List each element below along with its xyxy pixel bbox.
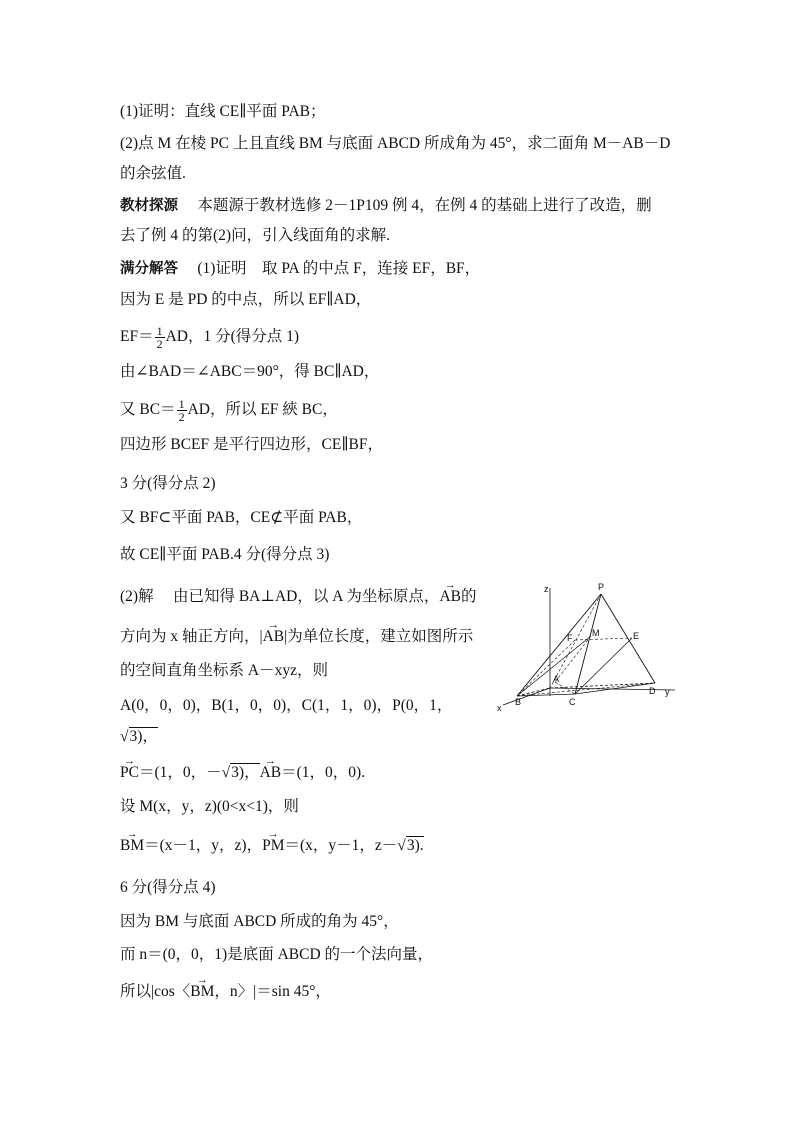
source-paragraph: 教材探源 本题源于教材选修 2－1P109 例 4，在例 4 的基础上进行了改造，删 bbox=[120, 197, 652, 214]
label-c: C bbox=[569, 697, 576, 707]
solution-heading: 满分解答 bbox=[120, 261, 178, 277]
label-m: M bbox=[592, 628, 600, 638]
vector-pc: → PC bbox=[120, 763, 139, 783]
label-p: P bbox=[598, 582, 605, 592]
cos-line: 所以|cos〈→ BM，n〉|＝sin 45°， bbox=[120, 982, 331, 1002]
label-b: B bbox=[515, 697, 522, 707]
label-e: E bbox=[633, 631, 640, 641]
label-z: z bbox=[544, 584, 549, 594]
part2-line-1: (2)解 由已知得 BA⊥AD，以 A 为坐标原点，→ AB的 bbox=[120, 587, 477, 607]
set-m-line: 设 M(x，y，z)(0<x<1)，则 bbox=[120, 798, 299, 815]
vector-ab: → AB bbox=[439, 587, 461, 607]
fraction-half: $\frac{1}{2}$ bbox=[156, 324, 163, 351]
question-part2-cont: 的余弦值. bbox=[120, 165, 186, 182]
label-d: D bbox=[649, 686, 656, 696]
normal-vector-line: 而 n＝(0，0，1)是底面 ABCD 的一个法向量， bbox=[120, 946, 434, 963]
vector-bm: → BM bbox=[190, 982, 214, 1002]
vector-pm: → PM bbox=[262, 836, 284, 856]
coordinates-line-cont: √3)， bbox=[120, 728, 158, 745]
part2-line-2: 方向为 x 轴正方向，|→ AB|为单位长度，建立如图所示 bbox=[120, 627, 473, 647]
score-point-2: 3 分(得分点 2) bbox=[120, 475, 216, 492]
label-y: y bbox=[665, 687, 670, 697]
vector-ab: → AB bbox=[260, 763, 282, 783]
solution-line-2: 因为 E 是 PD 的中点，所以 EF∥AD， bbox=[120, 291, 372, 308]
vector-ab: → AB bbox=[263, 627, 285, 647]
solution-start: 满分解答 (1)证明 取 PA 的中点 F，连接 EF，BF， bbox=[120, 260, 481, 277]
source-paragraph-cont: 去了例 4 的第(2)问，引入线面角的求解. bbox=[120, 227, 390, 244]
angle-line: 因为 BM 与底面 ABCD 所成的角为 45°， bbox=[120, 913, 399, 930]
label-f: F bbox=[567, 633, 573, 643]
label-a: A bbox=[553, 674, 560, 684]
label-x: x bbox=[497, 703, 502, 713]
coordinates-line: A(0，0，0)，B(1，0，0)，C(1，1，0)，P(0，1， bbox=[120, 697, 453, 714]
question-part2: (2)点 M 在棱 PC 上且直线 BM 与底面 ABCD 所成角为 45°，求二面角 M－AB－D bbox=[120, 135, 671, 152]
question-part1: (1)证明：直线 CE∥平面 PAB； bbox=[120, 103, 326, 120]
solution-line-6: 四边形 BCEF 是平行四边形，CE∥BF， bbox=[120, 436, 383, 453]
solution-line-7: 又 BF⊂平面 PAB，CE⊄平面 PAB， bbox=[120, 509, 363, 526]
bm-pm-line: → BM＝(x－1，y，z)，→ PM＝(x，y－1，z－√3). bbox=[120, 836, 424, 856]
source-heading: 教材探源 bbox=[120, 198, 178, 214]
solution-line-5: 又 BC＝ $\frac{1}{2}$ AD，所以 EF 綊 BC， bbox=[120, 397, 338, 424]
geometry-figure bbox=[495, 578, 680, 718]
part2-line-3: 的空间直角坐标系 A－xyz，则 bbox=[120, 662, 328, 679]
vector-bm: → BM bbox=[120, 836, 144, 856]
solution-line-4: 由∠BAD＝∠ABC＝90°，得 BC∥AD， bbox=[120, 363, 380, 380]
solution-line-3: EF＝ $\frac{1}{2}$ AD，1 分(得分点 1) bbox=[120, 324, 300, 351]
vectors-line: → PC＝(1，0，－√3)，→ AB＝(1，0，0). bbox=[120, 763, 365, 783]
fraction-half: $\frac{1}{2}$ bbox=[178, 397, 185, 424]
solution-line-8: 故 CE∥平面 PAB.4 分(得分点 3) bbox=[120, 546, 330, 563]
score-point-4: 6 分(得分点 4) bbox=[120, 879, 216, 896]
